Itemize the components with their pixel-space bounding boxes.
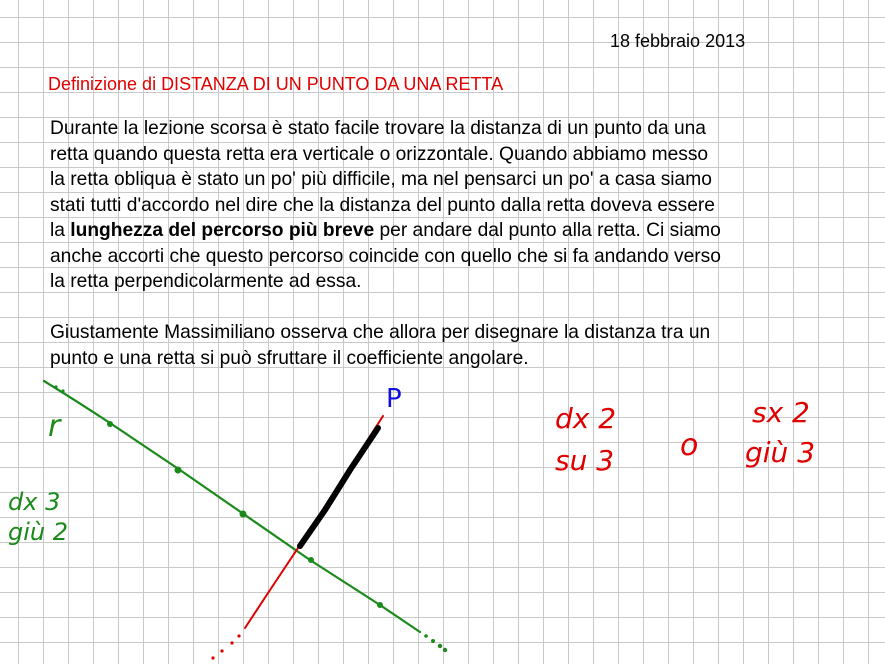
green-slope-line-2: giù 2 [8, 518, 69, 546]
paragraph-2-line-1: Giustamente Massimiliano osserva che allora per disegnare la distanza tra un [50, 322, 711, 343]
green-line-r [44, 381, 447, 652]
paragraph-1-line-6: anche accorti che questo percorso coincide con quello che si fa andando verso [50, 245, 721, 267]
red-slope-a-line-1: dx 2 [555, 402, 617, 435]
red-slope-b-line-2: giù 3 [745, 436, 816, 469]
page-title: Definizione di DISTANZA DI UN PUNTO DA UNA RETTA [48, 74, 504, 94]
paragraph-1-line-4: stati tutti d'accordo nel dire che la distanza del punto dalla retta doveva essere [50, 194, 715, 216]
point-4 [308, 557, 314, 563]
point-1 [107, 421, 113, 427]
or-word: o [680, 428, 699, 463]
green-slope-line-1: dx 3 [8, 488, 61, 516]
paragraph-2-line-2: punto e una retta si può sfruttare il coefficiente angolare. [50, 347, 529, 369]
line-5-start: la [50, 220, 71, 241]
red-perpendicular-line [211, 416, 383, 660]
line-label-r: r [48, 409, 61, 444]
bold-phrase: lunghezza del percorso più breve [70, 220, 375, 241]
date-label: 18 febbraio 2013 [610, 31, 746, 51]
red-slope-a-line-2: su 3 [555, 444, 615, 477]
paragraph-1-line-7: la retta perpendicolarmente ad essa. [50, 271, 362, 292]
point-3 [240, 511, 247, 518]
paragraph-1-line-3: la retta obliqua è stato un po' più difficile, ma nel pensarci un po' a casa siamo [50, 169, 712, 190]
point-label-p: P [386, 384, 402, 414]
distance-segment [300, 428, 378, 546]
point-2 [175, 467, 182, 474]
red-slope-b-line-1: sx 2 [752, 396, 810, 429]
line-5-end: per andare dal punto alla retta. Ci siamo [374, 220, 721, 241]
point-5 [377, 602, 383, 608]
paragraph-1-line-1: Durante la lezione scorsa è stato facile trovare la distanza di un punto da una [50, 118, 706, 139]
paragraph-1-line-2: retta quando questa retta era verticale o orizzontale. Quando abbiamo messo [50, 143, 709, 165]
